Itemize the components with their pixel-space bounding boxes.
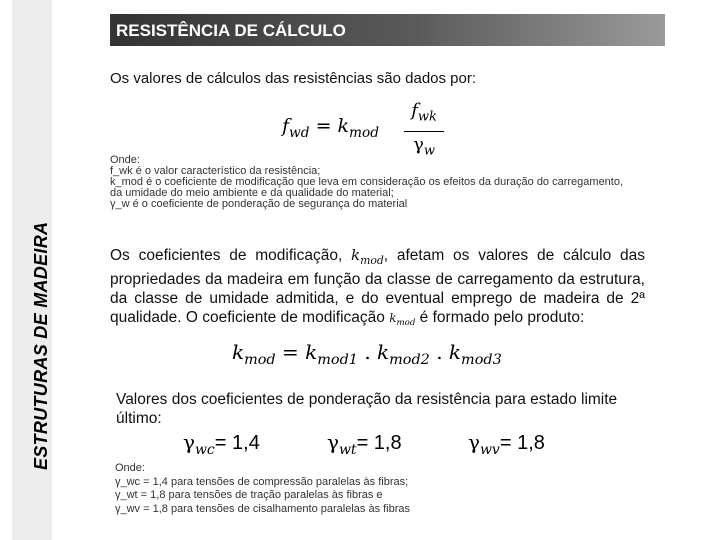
note1-line: da umidade do meio ambiente e da qualidade do material; <box>110 187 394 199</box>
gamma-sub: wc <box>194 441 215 458</box>
gamma-wt <box>327 430 402 458</box>
formula2-sub2: mod2 <box>389 352 430 369</box>
formula1-num-var: f <box>411 100 418 121</box>
formula1-equals: = <box>315 115 332 137</box>
para-k-sub: mod <box>360 253 384 267</box>
note2-line: γ_wc = 1,4 para tensões de compressão paralelas às fibras; <box>115 475 409 488</box>
gamma-symbol: γ <box>468 430 480 454</box>
formula2-var: k <box>305 340 318 364</box>
para-k-var-inline: k <box>389 310 397 325</box>
para-k-var: k <box>351 246 361 264</box>
formula2-dot: . <box>364 340 371 364</box>
gamma-symbol: γ <box>327 430 339 454</box>
formula1-den-var: γ <box>413 133 424 155</box>
vertical-section-title: ESTRUTURAS DE MADEIRA <box>31 221 51 470</box>
formula1-fraction <box>404 100 444 162</box>
para-part3: é formado pelo produto: <box>415 308 585 326</box>
formula1-k-var: k <box>337 115 350 137</box>
gamma-wv <box>468 430 545 458</box>
modification-coefficients-paragraph <box>110 246 645 333</box>
note1-line: γ_w é o coeficiente de ponderação de segurança do material <box>110 198 408 210</box>
formula1-lhs-sub: wd <box>289 124 310 141</box>
gamma-wc <box>183 430 260 458</box>
slide-title-bar <box>110 14 665 46</box>
formula2-equals: = <box>282 340 299 364</box>
para-k-sub-inline: mod <box>396 317 416 328</box>
gamma-symbol: γ <box>183 430 195 454</box>
gamma-notes <box>115 462 410 516</box>
gamma-value: = 1,8 <box>356 432 402 454</box>
note2-line: γ_wt = 1,8 para tensões de tração paralelas às fibras e <box>115 489 383 501</box>
intro-text: Os valores de cálculos das resistências são dados por: <box>110 70 477 87</box>
formula2-dot: . <box>436 340 443 364</box>
kmod-product-formula <box>232 340 502 368</box>
note1-line: k_mod é o coeficiente de modificação que leva em consideração os efeitos da duração do carregamento, <box>110 176 624 188</box>
gamma-value: = 1,4 <box>214 432 260 454</box>
formula1-notes <box>110 155 623 210</box>
gamma-sub: wv <box>479 441 500 458</box>
note2-line: γ_wv = 1,8 para tensões de cisalhamento paralelas às fibras <box>115 502 411 515</box>
formula2-var: k <box>448 340 462 364</box>
para-part1: Os coeficientes de modificação, <box>110 247 352 264</box>
note2-heading: Onde: <box>115 462 145 474</box>
partial-factors-intro: Valores dos coeficientes de ponderação da resistência para estado limite último: <box>116 391 618 427</box>
formula2-lhs-sub: mod <box>244 352 276 369</box>
gamma-sub: wt <box>338 441 357 458</box>
note1-heading: Onde: <box>110 154 140 166</box>
fraction-bar <box>404 131 444 132</box>
formula1-lhs-var: f <box>282 115 290 137</box>
formula2-sub1: mod1 <box>317 352 358 369</box>
formula1-num-sub: wk <box>417 109 437 125</box>
formula1-k-sub: mod <box>349 124 379 141</box>
formula2-var: k <box>377 340 390 364</box>
note1-line: f_wk é o valor característico da resistência; <box>110 165 321 177</box>
slide-title: RESISTÊNCIA DE CÁLCULO <box>116 21 346 40</box>
formula2-var: k <box>232 340 245 364</box>
formula2-sub3: mod3 <box>461 352 502 369</box>
gamma-value: = 1,8 <box>499 432 545 454</box>
para-part2: , afetam os valores de cálculo das propriedades da madeira em função da classe de carregamento da estrutura, da classe de umidade admitida, e do eventual emprego de madeira de 2ª qualidade. O coeficiente de modificação <box>110 247 645 326</box>
formula1-den-sub: w <box>423 143 435 159</box>
